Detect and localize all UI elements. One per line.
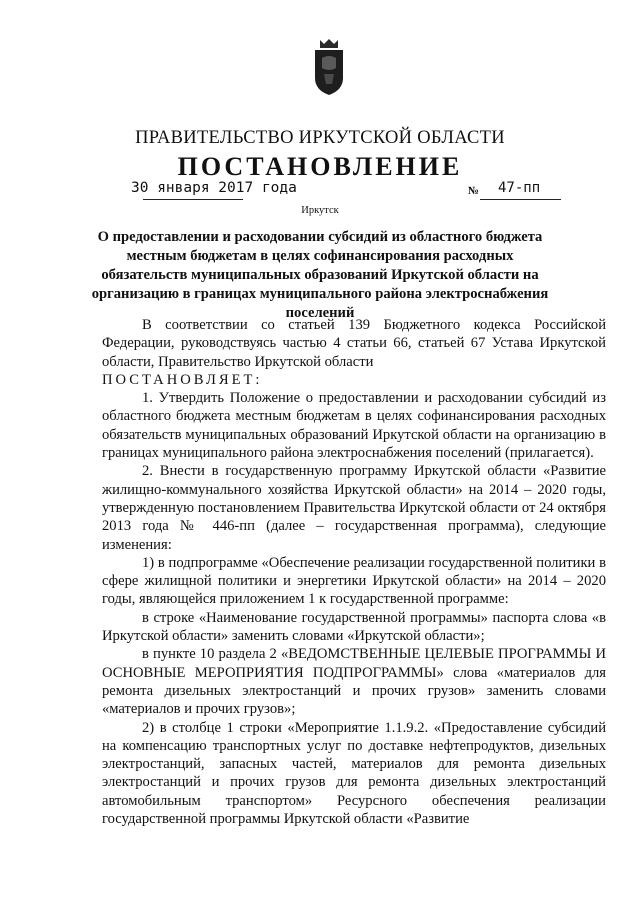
- resolve-word: ПОСТАНОВЛЯЕТ:: [102, 371, 263, 388]
- number-label: №: [468, 185, 480, 197]
- paragraph-2: 2. Внести в государственную программу Иркутской области «Развитие жилищно-коммунального хозяйства Иркутской области» на 2014 – 2020 годы, утвержденную постановлением Правительства Иркутской области от 24 октября 2013 года № 446-пп (далее – государственная программа), следующие изменения:: [102, 463, 606, 553]
- paragraph-1: 1. Утвердить Положение о предоставлении и расходовании субсидий из областного бюджета местным бюджетам в целях софинансирования расходных обязательств муниципальных образований Иркутской области на организацию в границах муниципального района электроснабжения поселений (прилагается).: [102, 390, 606, 462]
- paragraph-2-2: 2) в столбце 1 строки «Мероприятие 1.1.9.2. «Предоставление субсидий на компенсацию транспортных услуг по доставке нефтепродуктов, дизельных электростанций, запасных частей, материалов для ремонта дизельных электростанций и прочих грузов для ремонта дизельных электростанций автомобильным транспортом» Ресурсного обеспечения реализации государственной программы Иркутской области «Развитие: [102, 719, 606, 828]
- paragraph-2-1-b: в пункте 10 раздела 2 «ВЕДОМСТВЕННЫЕ ЦЕЛЕВЫЕ ПРОГРАММЫ И ОСНОВНЫЕ МЕРОПРИЯТИЯ ПОДПРОГРАММЫ» слова «материалов для ремонта дизельных электростанций и прочих грузов» заменить словами «материалов и прочих грузов»;: [102, 646, 606, 718]
- document-number: 47-пп: [498, 180, 541, 196]
- paragraph-2-1: 1) в подпрограмме «Обеспечение реализации государственной политики в сфере жилищной политики и энергетики Иркутской области» на 2014 – 2020 годы, являющейся приложением 1 к государственной программе:: [102, 554, 606, 608]
- document-type: ПОСТАНОВЛЕНИЕ: [177, 152, 463, 181]
- document-body: [102, 316, 606, 828]
- document-heading: О предоставлении и расходовании субсидий из областного бюджета местным бюджетам в целях софинансирования расходных обязательств муниципальных образований Иркутской области на организацию в границах муниципального района электроснабжения поселений: [91, 229, 549, 321]
- government-name: ПРАВИТЕЛЬСТВО ИРКУТСКОЙ ОБЛАСТИ: [135, 128, 505, 148]
- document-date: 30 января 2017 года: [131, 180, 297, 196]
- city: Иркутск: [301, 205, 339, 216]
- paragraph-preamble: В соответствии со статьей 139 Бюджетного кодекса Российской Федерации, руководствуясь частью 4 статьи 66, статьей 67 Устава Иркутской области, Правительство Иркутской области: [102, 317, 606, 370]
- paragraph-2-1-a: в строке «Наименование государственной программы» паспорта слова «в Иркутской области» заменить словами «Иркутской области»;: [102, 609, 606, 645]
- coat-of-arms-icon: [312, 38, 346, 96]
- number-underline: [480, 199, 561, 200]
- date-underline: [143, 199, 243, 200]
